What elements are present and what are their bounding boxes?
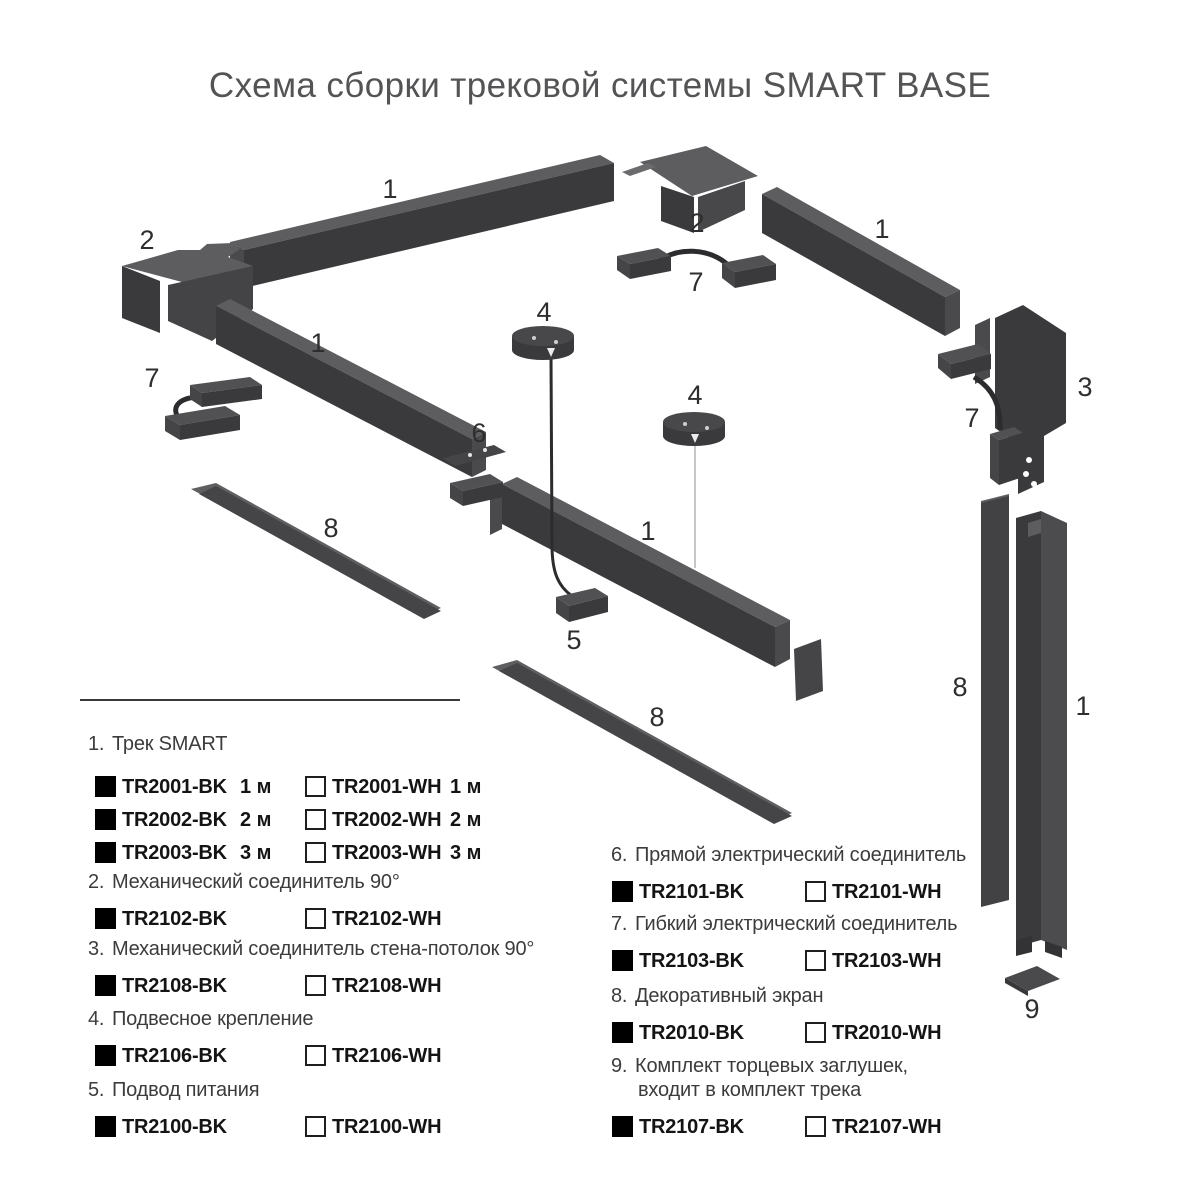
item-name: Гибкий электрический соединитель <box>635 913 958 935</box>
suspension-cable <box>551 356 572 596</box>
product-code: TR2002-WH <box>332 808 442 831</box>
item-number: 1. <box>88 733 105 755</box>
callout-screen-vertical: 8 <box>952 672 968 702</box>
length-label: 3 м <box>240 841 272 864</box>
variant-rows <box>85 902 441 935</box>
face-left <box>1016 511 1041 947</box>
white-swatch <box>805 881 826 902</box>
callout-track-top-left: 1 <box>382 174 398 204</box>
callout-flex-top: 7 <box>688 267 704 297</box>
item-name: Прямой электрический соединитель <box>635 844 967 866</box>
box2-front <box>999 433 1023 485</box>
variant-row <box>608 944 957 977</box>
length-label: 1 м <box>240 775 272 798</box>
callout-track-central: 1 <box>640 516 656 546</box>
white-swatch <box>805 1022 826 1043</box>
black-swatch <box>612 1022 633 1043</box>
product-code: TR2010-WH <box>832 1021 942 1044</box>
white-swatch <box>305 975 326 996</box>
face-main <box>499 663 792 824</box>
variant-rows <box>608 1110 941 1143</box>
legend-item-title <box>608 1054 941 1078</box>
product-code: TR2106-BK <box>122 1044 227 1067</box>
variant-rows <box>85 1039 441 1072</box>
variant-rows <box>85 969 534 1002</box>
legend-item-title <box>85 1078 441 1102</box>
product-code: TR2103-WH <box>832 949 942 972</box>
variant-rows <box>85 1110 441 1143</box>
item-number: 8. <box>611 985 628 1007</box>
variant-row <box>608 875 966 908</box>
part-track-central <box>490 477 823 701</box>
legend-item-title <box>85 1007 441 1031</box>
callout-wall-ceiling: 3 <box>1077 372 1093 402</box>
product-code: TR2002-BK <box>122 808 227 831</box>
length-label: 2 м <box>450 808 482 831</box>
face-top <box>216 299 486 439</box>
hole <box>1026 457 1032 463</box>
callout-corner-top: 2 <box>689 208 705 238</box>
part-power-feed <box>556 588 608 622</box>
variant-row <box>85 1039 441 1072</box>
legend-item-title <box>608 984 941 1008</box>
hole <box>1031 481 1037 487</box>
callout-track-left-middle: 1 <box>310 328 326 358</box>
black-swatch <box>612 1116 633 1137</box>
item-number: 7. <box>611 913 628 935</box>
callout-pendant-center: 4 <box>536 297 552 327</box>
callout-track-top-right: 1 <box>874 214 890 244</box>
callout-track-vertical: 1 <box>1075 691 1091 721</box>
length-label: 3 м <box>450 841 482 864</box>
length-label: 1 м <box>450 775 482 798</box>
face-main <box>199 486 441 619</box>
canopy-top <box>663 412 725 432</box>
variant-row <box>85 969 534 1002</box>
product-code: TR2108-WH <box>332 974 442 997</box>
face-front <box>502 484 775 667</box>
product-code: TR2100-WH <box>332 1115 442 1138</box>
item-number: 6. <box>611 844 628 866</box>
callout-corner-left: 2 <box>139 225 155 255</box>
white-swatch <box>305 776 326 797</box>
legend-item-title <box>85 732 515 756</box>
hole <box>483 448 487 452</box>
callout-screen-left: 8 <box>323 513 339 543</box>
white-swatch <box>305 1116 326 1137</box>
legend-item-wall-ceiling-connector <box>85 937 534 1002</box>
item-number: 9. <box>611 1055 628 1077</box>
face-end <box>775 620 790 667</box>
product-code: TR2010-BK <box>639 1021 744 1044</box>
product-code: TR2001-BK <box>122 775 227 798</box>
legend-item-title <box>608 912 957 936</box>
legend-item-title <box>85 937 534 961</box>
face-tab <box>622 163 656 176</box>
variant-row <box>608 1016 941 1049</box>
end-cap <box>794 639 823 701</box>
item-name: Механический соединитель стена-потолок 90° <box>112 938 535 960</box>
callout-screen-center: 8 <box>649 702 665 732</box>
pin <box>554 340 558 344</box>
pin <box>532 336 536 340</box>
item-name: Подвесное крепление <box>112 1008 314 1030</box>
face-right <box>1041 511 1067 950</box>
legend-divider <box>80 699 460 701</box>
box2-side <box>990 434 999 485</box>
black-swatch <box>612 950 633 971</box>
product-code: TR2102-WH <box>332 907 442 930</box>
black-swatch <box>95 908 116 929</box>
part-end-cap <box>1005 966 1060 996</box>
variant-rows <box>85 770 515 869</box>
product-code: TR2108-BK <box>122 974 227 997</box>
variant-row <box>85 902 441 935</box>
face-left-fin <box>122 266 160 333</box>
callout-pendant-right: 4 <box>687 380 703 410</box>
white-swatch <box>305 809 326 830</box>
variant-row <box>85 1110 441 1143</box>
legend-item-screen <box>608 984 941 1049</box>
canopy-top <box>512 326 574 346</box>
product-code: TR2100-BK <box>122 1115 227 1138</box>
legend-item-title <box>608 843 966 867</box>
item-name: Подвод питания <box>112 1079 260 1101</box>
product-code: TR2107-WH <box>832 1115 942 1138</box>
product-code: TR2101-WH <box>832 880 942 903</box>
face-front <box>244 163 614 288</box>
product-code: TR2001-WH <box>332 775 442 798</box>
variant-row <box>85 803 515 836</box>
white-swatch <box>305 842 326 863</box>
face-end <box>945 290 960 336</box>
legend-item-end-caps <box>608 1054 941 1143</box>
face-front <box>762 194 945 336</box>
white-swatch <box>805 950 826 971</box>
black-swatch <box>95 809 116 830</box>
hole <box>1023 471 1029 477</box>
part-screen-center <box>492 660 792 824</box>
black-swatch <box>95 842 116 863</box>
product-code: TR2106-WH <box>332 1044 442 1067</box>
black-swatch <box>95 1116 116 1137</box>
pin <box>683 422 687 426</box>
variant-rows <box>608 1016 941 1049</box>
item-number: 2. <box>88 871 105 893</box>
variant-rows <box>608 944 957 977</box>
product-code: TR2101-BK <box>639 880 744 903</box>
part-track-top-left <box>230 155 614 288</box>
length-label: 2 м <box>240 808 272 831</box>
variant-row <box>85 836 515 869</box>
part-screen-vertical <box>981 494 1009 907</box>
callout-flex-left: 7 <box>144 363 160 393</box>
hole <box>468 453 472 457</box>
item-number: 5. <box>88 1079 105 1101</box>
legend-item-title <box>85 870 441 894</box>
white-swatch <box>305 908 326 929</box>
part-pendant-mount-right <box>663 412 725 568</box>
legend-item-track <box>85 732 515 869</box>
item-name: Декоративный экран <box>635 985 824 1007</box>
legend-item-flex-connector <box>608 912 957 977</box>
item-name: Трек SMART <box>112 733 228 755</box>
variant-rows <box>608 875 966 908</box>
black-swatch <box>612 881 633 902</box>
item-name-line2: входит в комплект трека <box>638 1079 862 1101</box>
item-number: 4. <box>88 1008 105 1030</box>
legend-item-corner-connector <box>85 870 441 935</box>
black-swatch <box>95 776 116 797</box>
part-track-top-right <box>762 187 960 336</box>
callout-power-feed: 5 <box>566 625 582 655</box>
item-name: Комплект торцевых заглушек, <box>635 1055 908 1077</box>
item-name: Механический соединитель 90° <box>112 871 400 893</box>
white-swatch <box>805 1116 826 1137</box>
part-flex-connector-left <box>165 377 262 440</box>
face-top <box>502 477 790 627</box>
callout-flex-right: 7 <box>964 403 980 433</box>
face-main <box>981 496 1009 907</box>
legend-item-pendant-mount <box>85 1007 441 1072</box>
black-swatch <box>95 1045 116 1066</box>
product-code: TR2003-BK <box>122 841 227 864</box>
black-swatch <box>95 975 116 996</box>
product-code: TR2102-BK <box>122 907 227 930</box>
product-code: TR2003-WH <box>332 841 442 864</box>
product-code: TR2103-BK <box>639 949 744 972</box>
callout-straight-connector: 6 <box>471 418 487 448</box>
variant-row <box>608 1110 941 1143</box>
legend-item-straight-connector <box>608 843 966 908</box>
callout-end-cap: 9 <box>1024 994 1040 1024</box>
part-screen-left <box>191 483 441 619</box>
white-swatch <box>305 1045 326 1066</box>
variant-row <box>85 770 515 803</box>
item-number: 3. <box>88 938 105 960</box>
legend-item-power-feed <box>85 1078 441 1143</box>
page-title: Схема сборки трековой системы SMART BASE <box>208 66 992 105</box>
product-code: TR2107-BK <box>639 1115 744 1138</box>
part-track-vertical <box>1016 511 1067 958</box>
pin <box>705 426 709 430</box>
